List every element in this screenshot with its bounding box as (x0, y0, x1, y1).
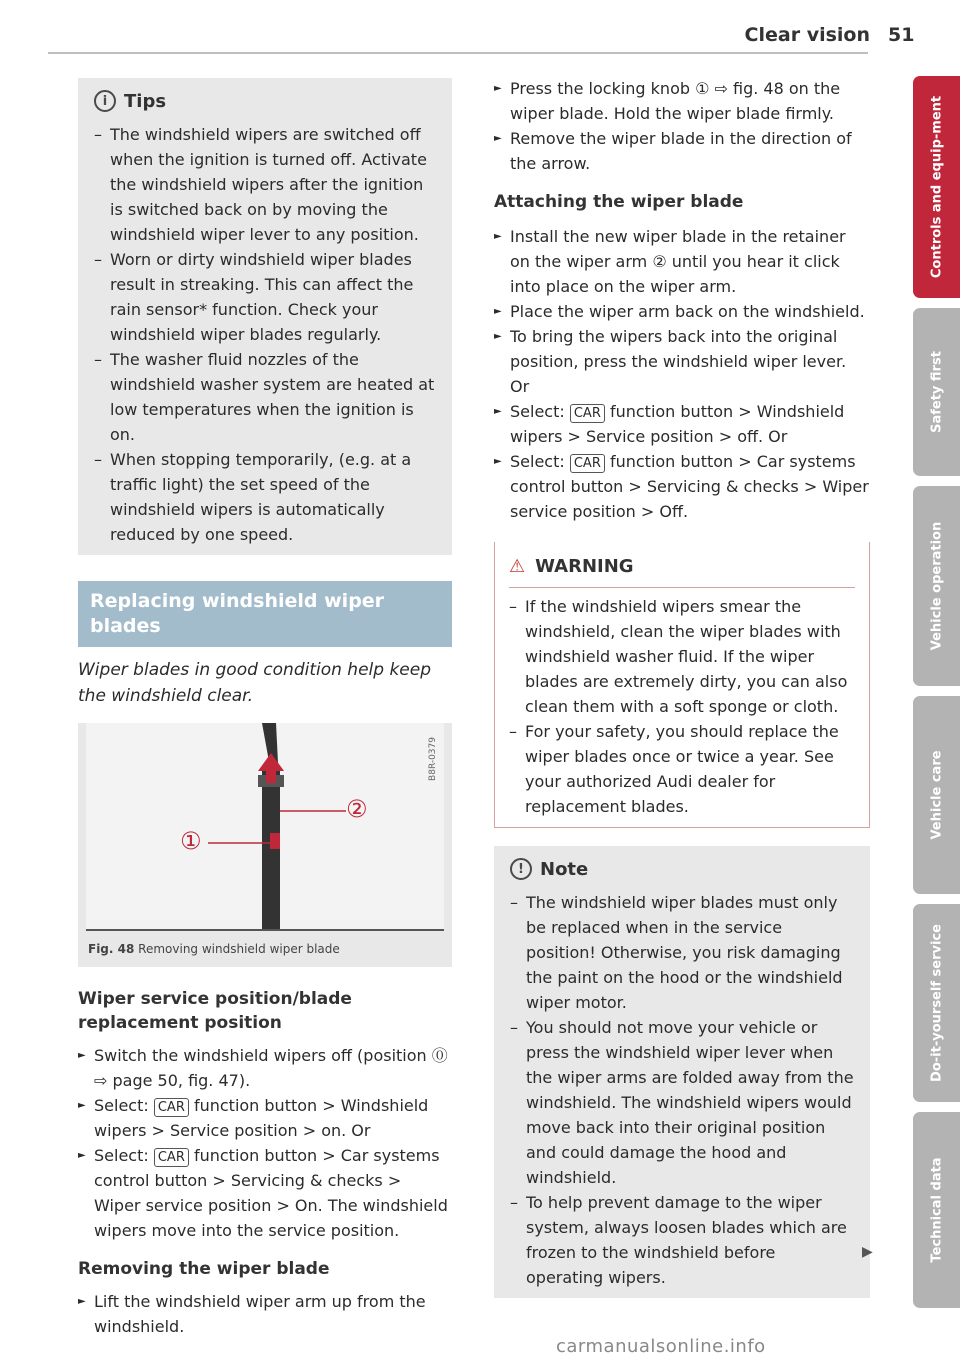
list-item (78, 1093, 452, 1143)
attaching-heading: Attaching the wiper blade (494, 192, 744, 212)
sidebar-tab-vehicle-care[interactable] (913, 696, 960, 894)
list-item: ► Switch the windshield wipers off (position ⓪ ⇨ page 50, fig. 47). (78, 1043, 452, 1093)
sidebar-tab-label: Safety first (929, 351, 944, 433)
service-position-heading: Wiper service position/blade replacement position (78, 989, 352, 1033)
note-heading (510, 854, 856, 884)
warning-box (494, 542, 870, 828)
list-item: – For your safety, you should replace the wiper blades once or twice a year. See your authorized Audi dealer for replacement blades. (509, 719, 855, 819)
tips-title: Tips (124, 90, 167, 112)
list-item: – To help prevent damage to the wiper system, always loosen blades which are frozen to the windshield before operating wipers. (510, 1190, 856, 1290)
sidebar-tab-label: Controls and equip-ment (929, 95, 944, 279)
info-icon: i (94, 90, 116, 112)
car-key: CAR (154, 1098, 189, 1117)
service-steps (78, 1043, 452, 1243)
list-item (494, 399, 870, 449)
sidebar-tab-label: Do-it-yourself service (929, 924, 944, 1082)
figure-label: Fig. 48 (88, 942, 135, 956)
warning-triangle-icon: ⚠ (509, 556, 526, 577)
sidebar-tab-safety[interactable] (913, 308, 960, 476)
callout-2: ② (346, 795, 368, 823)
exclamation-icon: ! (510, 858, 532, 880)
car-key: CAR (154, 1148, 189, 1167)
callout-1: ① (180, 827, 202, 855)
list-item: ► Place the wiper arm back on the windshield. (494, 299, 870, 324)
wiper-blade-drawing (86, 723, 444, 929)
watermark: carmanualsonline.info (556, 1336, 766, 1357)
step-prefix: Select: (510, 452, 565, 471)
sidebar-tab-label: Technical data (929, 1157, 944, 1263)
list-item: ► Lift the windshield wiper arm up from the windshield. (78, 1289, 452, 1339)
header-divider (48, 52, 868, 54)
step-text: function button > Windshield wipers > Service position > on. Or (94, 1096, 429, 1140)
list-item: – If the windshield wipers smear the windshield, clean the wiper blades with windshield washer fluid. If the wiper blades are extremely dirty, you can also clean them with a soft sponge or cloth. (509, 594, 855, 719)
section-intro: Wiper blades in good condition help keep the windshield clear. (78, 660, 432, 706)
list-item (494, 449, 870, 524)
note-list (510, 890, 856, 1290)
note-title: Note (540, 858, 589, 880)
attaching-steps (494, 224, 870, 524)
page-number: 51 (888, 24, 915, 46)
step-prefix: Select: (94, 1096, 149, 1115)
removing-steps (78, 1289, 452, 1339)
warning-title: WARNING (535, 556, 634, 577)
figure-code: B8R-0379 (428, 737, 438, 781)
sidebar-tab-vehicle-operation[interactable] (913, 486, 960, 686)
figure-caption-text: Removing windshield wiper blade (138, 942, 340, 956)
left-column (78, 78, 452, 1339)
tips-heading (94, 86, 438, 116)
continue-arrow-icon: ▶ (862, 1244, 873, 1260)
list-item: – You should not move your vehicle or press the windshield wiper lever when the wiper arms are folded away from the windshield. The windshield wipers would move back into their original position and could damage the hood and windshield. (510, 1015, 856, 1190)
wiper-illustration (86, 723, 444, 931)
list-item: ► To bring the wipers back into the original position, press the windshield wiper lever. Or (494, 324, 870, 399)
list-item: – The windshield wipers are switched off when the ignition is turned off. Activate the windshield wipers after the ignition is switched back on by moving the windshield wiper lever to any position. (94, 122, 438, 247)
removing-heading: Removing the wiper blade (78, 1259, 330, 1279)
sidebar-tab-label: Vehicle care (929, 750, 944, 840)
removing-steps-continued (494, 76, 870, 176)
tips-box (78, 78, 452, 555)
note-box (494, 846, 870, 1298)
step-text: function button > Windshield wipers > Service position > off. Or (510, 402, 845, 446)
car-key: CAR (570, 404, 605, 423)
step-text: function button > Car systems control button > Servicing & checks > Wiper service position > Off. (510, 452, 869, 521)
car-key: CAR (570, 454, 605, 473)
sidebar-tab-technical-data[interactable] (913, 1112, 960, 1308)
sidebar-tab-diy-service[interactable] (913, 904, 960, 1102)
list-item: – The windshield wiper blades must only be replaced when in the service position! Otherwise, you risk damaging the paint on the hood or the windshield wiper motor. (510, 890, 856, 1015)
warning-list (509, 594, 855, 819)
step-prefix: Select: (94, 1146, 149, 1165)
sidebar-tab-controls[interactable] (913, 76, 960, 298)
list-item: – The washer fluid nozzles of the windshield washer system are heated at low temperatures when the ignition is on. (94, 347, 438, 447)
list-item: – Worn or dirty windshield wiper blades result in streaking. This can affect the rain sensor* function. Check your windshield wiper blades regularly. (94, 247, 438, 347)
list-item: – When stopping temporarily, (e.g. at a traffic light) the set speed of the windshield wipers is automatically reduced by one speed. (94, 447, 438, 547)
step-text: function button > Car systems control button > Servicing & checks > Wiper service position > On. The windshield wipers move into the service position. (94, 1146, 448, 1240)
section-title-bar: Replacing windshield wiper blades (78, 581, 452, 647)
list-item (78, 1143, 452, 1243)
list-item: ► Press the locking knob ① ⇨ fig. 48 on the wiper blade. Hold the wiper blade firmly. (494, 76, 870, 126)
right-column (494, 76, 870, 1298)
step-prefix: Select: (510, 402, 565, 421)
figure-caption (88, 937, 340, 962)
sidebar-tab-label: Vehicle operation (929, 521, 944, 651)
figure-48 (78, 723, 452, 967)
section-header-title: Clear vision (744, 24, 870, 46)
warning-heading (509, 548, 855, 588)
list-item: ► Install the new wiper blade in the retainer on the wiper arm ② until you hear it click into place on the wiper arm. (494, 224, 870, 299)
tips-list (94, 122, 438, 547)
list-item: ► Remove the wiper blade in the direction of the arrow. (494, 126, 870, 176)
